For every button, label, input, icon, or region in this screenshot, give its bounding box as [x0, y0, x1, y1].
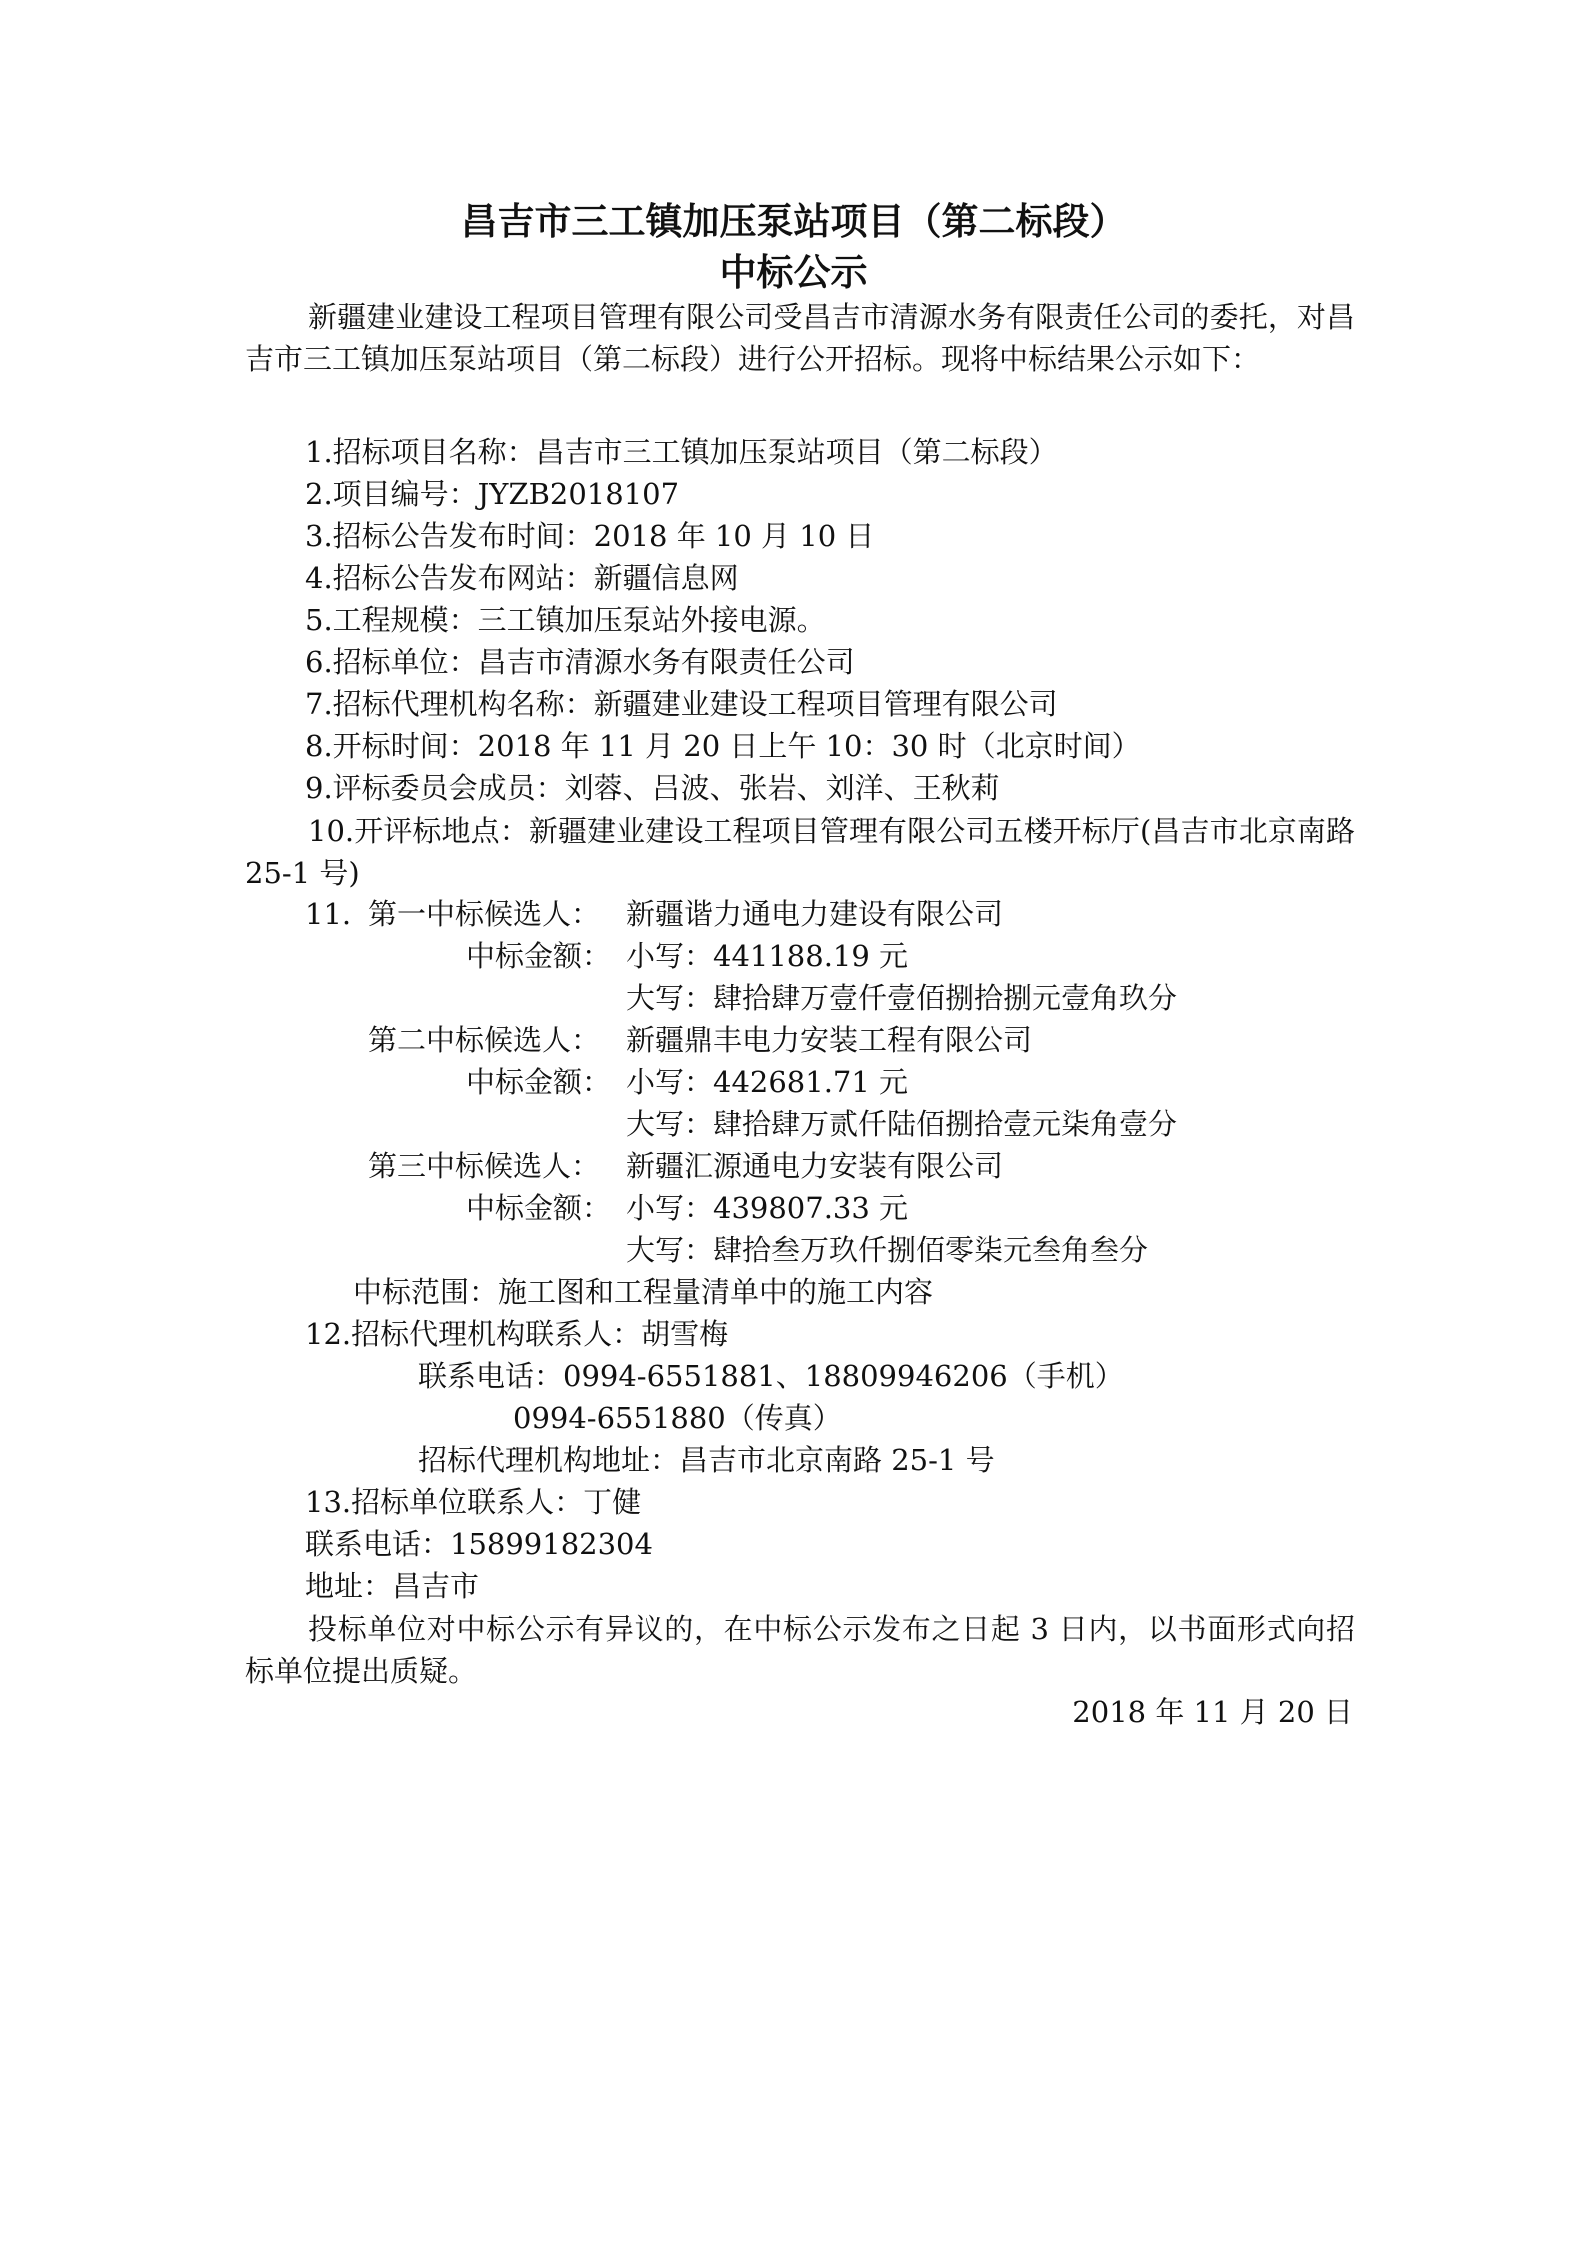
candidate-2-amount-small: 小写：442681.71 元: [626, 1065, 909, 1099]
candidate-3-amount-label: 中标金额：: [466, 1191, 612, 1225]
item-project-number: 2.项目编号：JYZB2018107: [305, 477, 680, 511]
candidate-3-amount-big: 大写：肆拾叁万玖仟捌佰零柒元叁角叁分: [626, 1233, 1149, 1267]
candidate-3-label: 第三中标候选人：: [368, 1149, 601, 1183]
owner-address: 地址：昌吉市: [305, 1569, 480, 1603]
item-project-name: 1.招标项目名称：昌吉市三工镇加压泵站项目（第二标段）: [305, 435, 1058, 469]
candidate-1-amount-big: 大写：肆拾肆万壹仟壹佰捌拾捌元壹角玖分: [626, 981, 1178, 1015]
item-announcement-site: 4.招标公告发布网站：新疆信息网: [305, 561, 739, 595]
intro-paragraph: 新疆建业建设工程项目管理有限公司受昌吉市清源水务有限责任公司的委托，对昌吉市三工镇加压泵站项目（第二标段）进行公开招标。现将中标结果公示如下：: [245, 300, 1355, 376]
candidate-3-amount-small: 小写：439807.33 元: [626, 1191, 909, 1225]
candidate-2-amount-label: 中标金额：: [466, 1065, 612, 1099]
candidate-1-amount-small: 小写：441188.19 元: [626, 939, 909, 973]
document-subtitle: 中标公示: [719, 250, 868, 294]
item-agency-name: 7.招标代理机构名称：新疆建业建设工程项目管理有限公司: [305, 687, 1058, 721]
item-project-scale: 5.工程规模：三工镇加压泵站外接电源。: [305, 603, 826, 637]
item-committee-members: 9.评标委员会成员：刘蓉、吕波、张岩、刘洋、王秋莉: [305, 771, 1000, 805]
candidate-3-name: 新疆汇源通电力安装有限公司: [626, 1149, 1004, 1183]
candidate-2-name: 新疆鼎丰电力安装工程有限公司: [626, 1023, 1033, 1057]
candidate-2-amount-big: 大写：肆拾肆万贰仟陆佰捌拾壹元柒角壹分: [626, 1107, 1178, 1141]
item-opening-time: 8.开标时间：2018 年 11 月 20 日上午 10：30 时（北京时间）: [305, 729, 1141, 763]
document-date: 2018 年 11 月 20 日: [1072, 1695, 1353, 1729]
candidate-1-amount-label: 中标金额：: [466, 939, 612, 973]
agency-contact-phone: 联系电话：0994-6551881、18809946206（手机）: [418, 1359, 1124, 1393]
item-11-number: 11.: [305, 897, 352, 931]
agency-address: 招标代理机构地址：昌吉市北京南路 25-1 号: [418, 1443, 995, 1477]
owner-contact-phone: 联系电话：15899182304: [305, 1527, 653, 1561]
item-announcement-date: 3.招标公告发布时间：2018 年 10 月 10 日: [305, 519, 875, 553]
winning-scope: 中标范围：施工图和工程量清单中的施工内容: [353, 1275, 934, 1309]
item-opening-location: 10.开评标地点：新疆建业建设工程项目管理有限公司五楼开标厅(昌吉市北京南路 25-1 号): [245, 814, 1355, 890]
candidate-1-name: 新疆谐力通电力建设有限公司: [626, 897, 1004, 931]
candidate-2-label: 第二中标候选人：: [368, 1023, 601, 1057]
item-tender-unit: 6.招标单位：昌吉市清源水务有限责任公司: [305, 645, 855, 679]
objection-notice: 投标单位对中标公示有异议的，在中标公示发布之日起 3 日内，以书面形式向招标单位提出质疑。: [245, 1612, 1355, 1688]
candidate-1-label: 第一中标候选人：: [368, 897, 601, 931]
agency-contact-person: 12.招标代理机构联系人：胡雪梅: [305, 1317, 729, 1351]
document-title: 昌吉市三工镇加压泵站项目（第二标段）: [460, 199, 1127, 243]
agency-contact-fax: 0994-6551880（传真）: [513, 1401, 842, 1435]
owner-contact-person: 13.招标单位联系人：丁健: [305, 1485, 642, 1519]
